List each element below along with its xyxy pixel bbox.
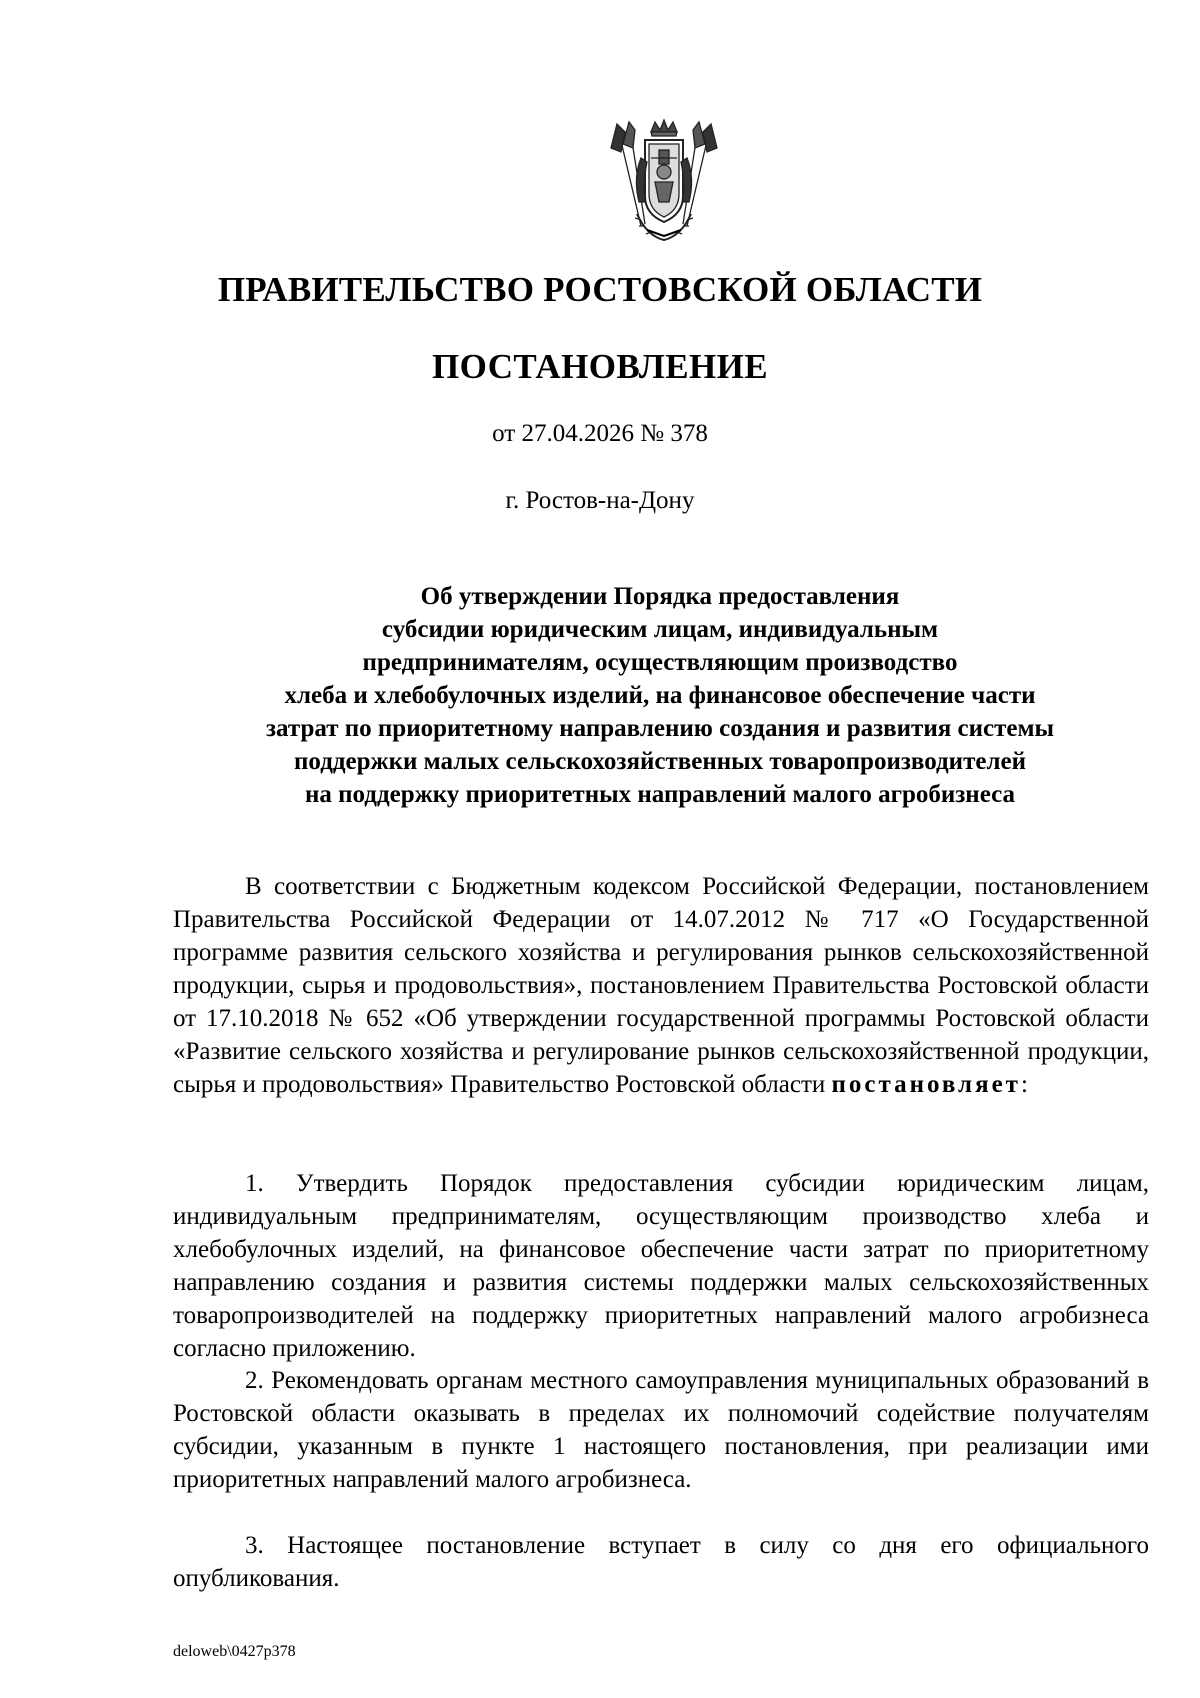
- item-2-paragraph: 2. Рекомендовать органам местного самоуправления муниципальных образований в Ростовской области оказывать в пределах их полномочий содействие получателям субсидии, указанным в пункте 1 настоящего постановления, при реализации ими приоритетных направлений малого агробизнеса.: [173, 1367, 1149, 1493]
- document-subject: [172, 580, 1148, 811]
- subject-line: на поддержку приоритетных направлений малого агробизнеса: [304, 781, 1016, 808]
- item-3-paragraph: 3. Настоящее постановление вступает в силу со дня его официального опубликования.: [173, 1532, 1149, 1592]
- subject-line: Об утверждении Порядка предоставления: [420, 583, 900, 610]
- decree-word: постановляет: [831, 1071, 1021, 1098]
- document-city: г. Ростов-на-Дону: [505, 487, 695, 514]
- subject-line: поддержки малых сельскохозяйственных товаропроизводителей: [294, 748, 1026, 775]
- preamble-paragraph: [173, 870, 1149, 1101]
- document-date-number: от 27.04.2026 № 378: [492, 420, 708, 447]
- subject-line: предпринимателям, осуществляющим производство: [362, 649, 958, 676]
- subject-line: субсидии юридическим лицам, индивидуальным: [381, 616, 939, 643]
- footer-document-code: deloweb\0427p378: [173, 1643, 296, 1660]
- organization-title: ПРАВИТЕЛЬСТВО РОСТОВСКОЙ ОБЛАСТИ: [217, 270, 983, 309]
- subject-line: затрат по приоритетному направлению создания и развития системы: [265, 715, 1055, 742]
- preamble-ending: :: [1020, 1071, 1028, 1098]
- coat-of-arms-icon: [607, 118, 721, 244]
- document-type: ПОСТАНОВЛЕНИЕ: [432, 347, 768, 386]
- item-1-paragraph: 1. Утвердить Порядок предоставления субсидии юридическим лицам, индивидуальным предпринимателям, осуществляющим производство хлеба и хлебобулочных изделий, на финансовое обеспечение части затрат по приоритетному направлению создания и развития системы поддержки малых сельскохозяйственных товаропроизводителей на поддержку приоритетных направлений малого агробизнеса согласно приложению.: [173, 1170, 1149, 1362]
- subject-line: хлеба и хлебобулочных изделий, на финансовое обеспечение части: [284, 682, 1036, 709]
- preamble-text: В соответствии с Бюджетным кодексом Российской Федерации, постановлением Правительства Российской Федерации от 14.07.2012 № 717 «О Государственной программе развития сельского хозяйства и регулирования рынков сельскохозяйственной продукции, сырья и продовольствия», постановлением Правительства Ростовской области от 17.10.2018 № 652 «Об утверждении государственной программы Ростовской области «Развитие сельского хозяйства и регулирование рынков сельскохозяйственной продукции, сырья и продовольствия» Правительство Ростовской области: [173, 873, 1149, 1098]
